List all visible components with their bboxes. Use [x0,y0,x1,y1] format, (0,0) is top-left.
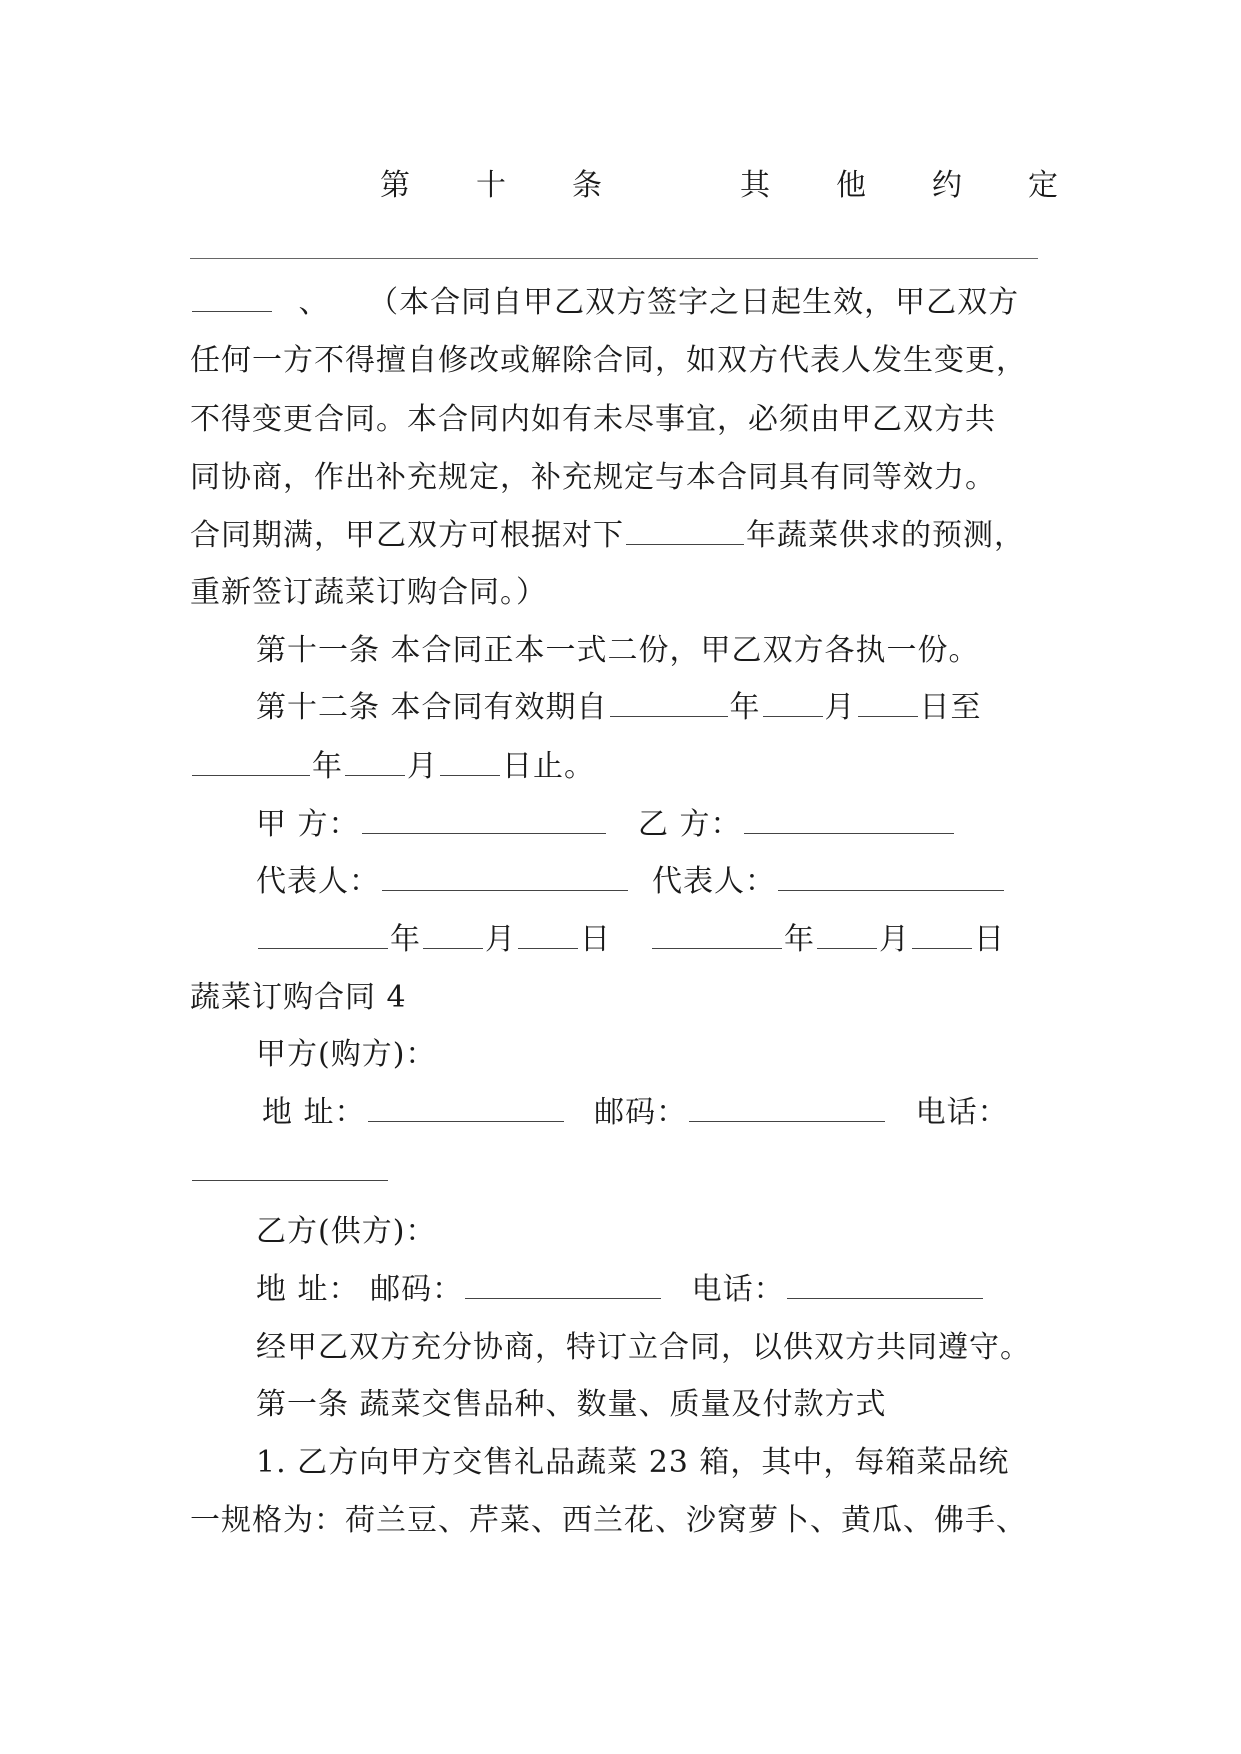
blank [689,1097,885,1122]
blank [368,1097,564,1122]
blank-rule [190,258,1038,259]
blank [652,924,782,949]
year-label: 年 [312,749,343,784]
buyer-label: 甲方(购方)： [256,1037,437,1072]
blank [744,809,954,834]
heading-char: 十 [476,168,507,203]
day-label: 日 [974,922,1005,957]
blank [858,692,918,717]
rep-b-sign [652,862,1006,902]
blank [465,1274,661,1299]
blank [423,924,483,949]
address-zip-label: 地 址： 邮码： [256,1272,464,1307]
blank [778,866,1004,891]
month-label: 月 [824,690,856,725]
blank [763,692,823,717]
party-a-label: 甲 方： [256,807,360,842]
item-1-line-2: 一规格为：荷兰豆、芹菜、西兰花、沙窝萝卜、黄瓜、佛手、 [190,1503,1027,1538]
blank [345,751,405,776]
blank [192,751,310,776]
blank [610,692,728,717]
buyer-contact-line [262,1093,1009,1133]
phone-label: 电话： [691,1272,785,1307]
month-label: 月 [485,922,516,957]
year-label: 年 [729,690,761,725]
party-b-sign [638,805,956,845]
rep-b-label: 代表人： [652,864,776,899]
heading-char: 约 [932,168,963,203]
rep-a-label: 代表人： [256,864,380,899]
heading-char: 条 [572,168,603,203]
article-10-heading [380,166,1059,206]
blank [440,751,500,776]
day-label: 日止。 [502,749,595,784]
blank [192,287,272,312]
month-label: 月 [879,922,910,957]
blank [258,924,388,949]
article-12-line-2 [190,747,595,787]
contract-intro: 经甲乙双方充分协商，特订立合同，以供双方共同遵守。 [256,1330,1031,1365]
seller-contact-line [256,1270,985,1310]
day-label: 日 [580,922,611,957]
heading-char: 第 [380,168,411,203]
paragraph-text: （本合同自甲乙双方签字之日起生效，甲乙双方 [368,285,1020,320]
paragraph-text: 年蔬菜供求的预测， [746,518,1025,553]
year-label: 年 [390,922,421,957]
article-11: 第十一条 本合同正本一式二份，甲乙双方各执一份。 [256,633,980,668]
party-b-label: 乙 方： [638,807,742,842]
address-label: 地 址： [262,1095,366,1130]
heading-char: 其 [740,168,771,203]
blank [787,1274,983,1299]
article-10-line-6: 重新签订蔬菜订购合同。） [190,575,547,610]
article-10-line-1 [190,283,1019,323]
article-10-line-5 [190,516,1025,556]
buyer-phone-blank [190,1152,390,1192]
year-label: 年 [784,922,815,957]
date-b [650,920,1005,960]
date-a [256,920,611,960]
blank [912,924,972,949]
blank [362,809,606,834]
contract-4-title: 蔬菜订购合同 4 [190,980,407,1015]
day-label: 日至 [919,690,982,725]
paragraph-text: 合同期满，甲乙双方可根据对下 [190,518,624,553]
heading-char: 定 [1028,168,1059,203]
heading-char: 他 [836,168,867,203]
blank [192,1156,388,1181]
party-a-sign [256,805,608,845]
article-10-line-2: 任何一方不得擅自修改或解除合同，如双方代表人发生变更， [190,343,1027,378]
paragraph-text: 第十二条 本合同有效期自 [256,690,608,725]
article-10-line-3: 不得变更合同。本合同内如有未尽事宜，必须由甲乙双方共 [190,402,996,437]
separator: 、 [298,285,330,320]
article-10-line-4: 同协商，作出补充规定，补充规定与本合同具有同等效力。 [190,460,996,495]
phone-label: 电话： [915,1095,1009,1130]
zip-label: 邮码： [594,1095,688,1130]
blank [817,924,877,949]
item-1-line-1: 1. 乙方向甲方交售礼品蔬菜 23 箱，其中，每箱菜品统 [256,1445,1010,1480]
rep-a-sign [256,862,630,902]
blank [382,866,628,891]
blank [626,520,744,545]
seller-label: 乙方(供方)： [256,1214,437,1249]
article-1-heading: 第一条 蔬菜交售品种、数量、质量及付款方式 [256,1387,887,1422]
article-12-line-1 [256,688,982,728]
blank [518,924,578,949]
month-label: 月 [407,749,438,784]
